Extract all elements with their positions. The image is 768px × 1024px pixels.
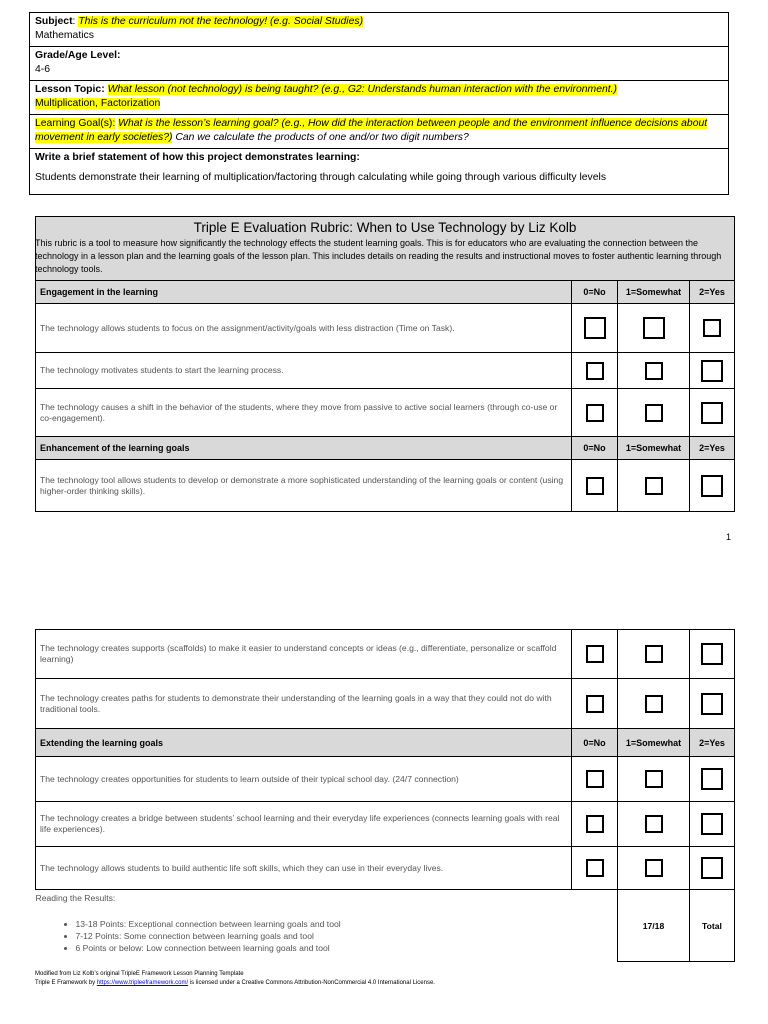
checkbox-no[interactable] bbox=[586, 770, 604, 788]
results-row bbox=[36, 890, 735, 962]
checkbox-yes[interactable] bbox=[701, 857, 723, 879]
topic-cell bbox=[30, 81, 729, 115]
checkbox-no[interactable] bbox=[586, 815, 604, 833]
list-item: • 6 Points or below: Low connection between learning goals and tool bbox=[76, 942, 618, 954]
score-header-no: 0=No bbox=[572, 729, 618, 757]
table-row bbox=[36, 460, 735, 512]
statement-label: Write a brief statement of how this project demonstrates learning: bbox=[35, 152, 360, 163]
framework-link[interactable]: https://www.tripleeframework.com/ bbox=[96, 980, 189, 986]
grade-label: Grade/Age Level: bbox=[35, 50, 121, 61]
criterion-text: The technology causes a shift in the behavior of the students, where they move from passive to active social learners (through co-use or co-engagement). bbox=[36, 389, 572, 437]
score-header-yes: 2=Yes bbox=[690, 729, 735, 757]
checkbox-yes[interactable] bbox=[701, 768, 723, 790]
checkbox-yes[interactable] bbox=[701, 402, 723, 424]
checkbox-no[interactable] bbox=[586, 477, 604, 495]
criterion-text: The technology motivates students to start the learning process. bbox=[36, 353, 572, 389]
subject-cell: Subject: This is the curriculum not the technology! (e.g. Social Studies) Mathematics bbox=[30, 13, 729, 47]
checkbox-somewhat[interactable] bbox=[645, 404, 663, 422]
subject-value[interactable]: Mathematics bbox=[35, 30, 94, 41]
goal-label: Learning Goal(s): bbox=[35, 118, 116, 129]
score-header-somewhat: 1=Somewhat bbox=[618, 729, 690, 757]
rubric-description: This rubric is a tool to measure how significantly the technology effects the student learning goals. This is for educators who are evaluating the connection between the technology in a lesson plan and the learning goals of the lesson plan. This includes details on reading the results and instructional moves to foster authentic learning through technology tools. bbox=[35, 238, 722, 274]
criterion-text: The technology creates supports (scaffolds) to make it easier to understand concepts or ideas (e.g., differentiate, personalize or scaffold learning) bbox=[36, 630, 572, 679]
rubric-header bbox=[36, 217, 735, 281]
rubric-table-page2 bbox=[35, 629, 735, 962]
criterion-text: The technology creates opportunities for students to learn outside of their typical school day. (24/7 connection) bbox=[36, 757, 572, 802]
goal-prompt: What is the lesson’s learning goal? (e.g., How did the interaction between people and the environment influence decisions about movement in early societies?) bbox=[35, 118, 708, 143]
rubric-table-page1 bbox=[35, 216, 735, 512]
grade-cell bbox=[30, 47, 729, 81]
checkbox-somewhat[interactable] bbox=[645, 695, 663, 713]
list-item: • 7-12 Points: Some connection between learning goals and tool bbox=[76, 930, 618, 942]
page-number: 1 bbox=[726, 532, 732, 542]
score-header-somewhat: 1=Somewhat bbox=[618, 281, 690, 304]
checkbox-no[interactable] bbox=[586, 362, 604, 380]
table-row bbox=[36, 802, 735, 847]
subject-label: Subject bbox=[35, 16, 73, 27]
checkbox-somewhat[interactable] bbox=[645, 477, 663, 495]
checkbox-somewhat[interactable] bbox=[645, 815, 663, 833]
checkbox-somewhat[interactable] bbox=[645, 645, 663, 663]
checkbox-yes[interactable] bbox=[701, 693, 723, 715]
table-row bbox=[36, 353, 735, 389]
goal-cell bbox=[30, 115, 729, 149]
list-item: • 13-18 Points: Exceptional connection between learning goals and tool bbox=[76, 918, 618, 930]
footer-prefix: Triple E Framework by bbox=[35, 980, 97, 986]
reading-results bbox=[36, 890, 618, 962]
reading-list bbox=[36, 918, 618, 954]
table-row bbox=[36, 847, 735, 890]
subject-prompt: This is the curriculum not the technology! (e.g. Social Studies) bbox=[78, 16, 364, 27]
checkbox-somewhat[interactable] bbox=[643, 317, 665, 339]
checkbox-somewhat[interactable] bbox=[645, 362, 663, 380]
criterion-text: The technology allows students to build authentic life soft skills, which they can use in their everyday lives. bbox=[36, 847, 572, 890]
criterion-text: The technology creates a bridge between students’ school learning and their everyday life experiences (connects learning goals with real life experiences). bbox=[36, 802, 572, 847]
score-header-somewhat: 1=Somewhat bbox=[618, 437, 690, 460]
checkbox-no[interactable] bbox=[586, 695, 604, 713]
grade-value[interactable]: 4-6 bbox=[35, 64, 51, 75]
score-header-no: 0=No bbox=[572, 437, 618, 460]
footer-license bbox=[35, 979, 734, 988]
checkbox-yes[interactable] bbox=[701, 360, 723, 382]
checkbox-yes[interactable] bbox=[703, 319, 721, 337]
topic-prompt: What lesson (not technology) is being taught? (e.g., G2: Understands human interaction with the environment.) bbox=[107, 84, 617, 95]
checkbox-somewhat[interactable] bbox=[645, 770, 663, 788]
section-enhancement: Enhancement of the learning goals bbox=[36, 437, 572, 460]
checkbox-yes[interactable] bbox=[701, 643, 723, 665]
score-header-yes: 2=Yes bbox=[690, 437, 735, 460]
score-header-yes: 2=Yes bbox=[690, 281, 735, 304]
criterion-text: The technology allows students to focus on the assignment/activity/goals with less distraction (Time on Task). bbox=[36, 304, 572, 353]
checkbox-yes[interactable] bbox=[701, 813, 723, 835]
criterion-text: The technology creates paths for students to demonstrate their understanding of the learning goals in a way that they could not do with traditional tools. bbox=[36, 679, 572, 729]
table-row bbox=[36, 630, 735, 679]
lesson-info-table bbox=[29, 12, 729, 195]
total-label: Total bbox=[690, 890, 735, 962]
footer-suffix: is licensed under a Creative Commons Attribution-NonCommercial 4.0 International License. bbox=[188, 980, 435, 986]
reading-title: Reading the Results: bbox=[35, 893, 116, 903]
checkbox-yes[interactable] bbox=[701, 475, 723, 497]
section-extending: Extending the learning goals bbox=[36, 729, 572, 757]
criterion-text: The technology tool allows students to develop or demonstrate a more sophisticated understanding of the learning goals or content (using higher-order thinking skills). bbox=[36, 460, 572, 512]
checkbox-no[interactable] bbox=[584, 317, 606, 339]
footer-credit: Modified from Liz Kolb’s original TripleE Framework Lesson Planning Template bbox=[35, 971, 244, 977]
table-row bbox=[36, 757, 735, 802]
checkbox-somewhat[interactable] bbox=[645, 859, 663, 877]
total-score: 17/18 bbox=[618, 890, 690, 962]
rubric-title: Triple E Evaluation Rubric: When to Use Technology by Liz Kolb bbox=[193, 220, 577, 235]
footer bbox=[35, 970, 734, 988]
statement-value[interactable]: Students demonstrate their learning of multiplication/factoring through calculating while going through various difficulty levels bbox=[35, 172, 607, 183]
checkbox-no[interactable] bbox=[586, 859, 604, 877]
score-header-no: 0=No bbox=[572, 281, 618, 304]
checkbox-no[interactable] bbox=[586, 645, 604, 663]
table-row bbox=[36, 389, 735, 437]
statement-cell bbox=[30, 149, 729, 195]
section-engagement: Engagement in the learning bbox=[36, 281, 572, 304]
goal-value[interactable]: Can we calculate the products of one and/or two digit numbers? bbox=[175, 132, 469, 143]
checkbox-no[interactable] bbox=[586, 404, 604, 422]
topic-label: Lesson Topic: bbox=[35, 84, 105, 95]
table-row bbox=[36, 679, 735, 729]
topic-value[interactable]: Multiplication, Factorization bbox=[35, 98, 161, 109]
table-row bbox=[36, 304, 735, 353]
